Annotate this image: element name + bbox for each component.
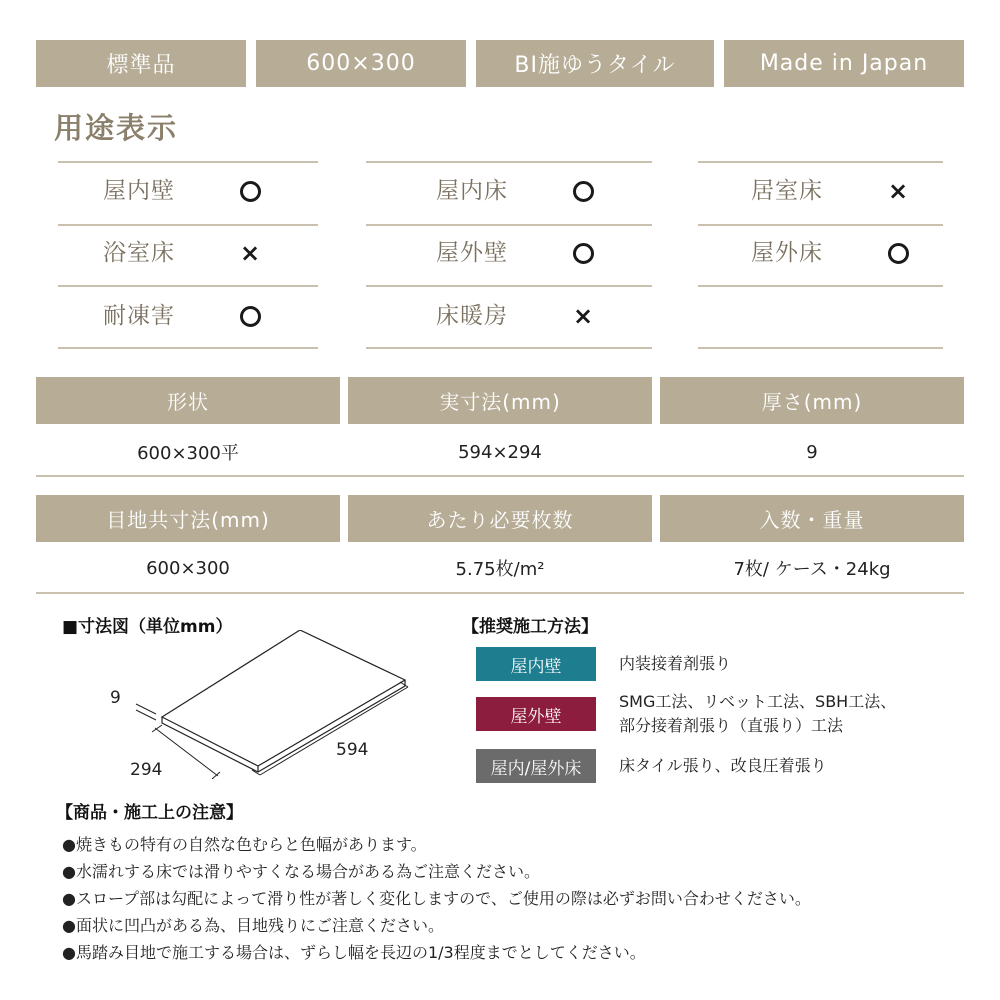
usage-label-bath-floor: 浴室床: [103, 240, 175, 266]
spec-value-thickness: 9: [806, 441, 818, 463]
methods-title: 【推奨施工方法】: [462, 617, 598, 637]
note-item: ●スロープ部は勾配によって滑り性が著しく変化しますので、ご使用の際は必ずお問い合わせください。: [62, 889, 811, 908]
usage-label-floor-heating: 床暖房: [436, 303, 508, 329]
usage-rule: [698, 285, 943, 287]
usage-rule: [58, 224, 318, 226]
usage-mark-ok: [573, 181, 594, 202]
usage-mark-ng: ×: [240, 239, 261, 267]
usage-mark-ok: [240, 306, 261, 327]
spec-value-joint-size: 600×300: [146, 557, 230, 579]
dim-line: [152, 725, 162, 732]
dim-line: [136, 710, 156, 720]
spec-value-pieces-needed: 5.75枚/m²: [455, 559, 545, 580]
tag-glaze: BI施ゆうタイル: [476, 40, 714, 87]
usage-rule: [698, 347, 943, 349]
usage-rule: [58, 161, 318, 163]
usage-label-frost: 耐凍害: [103, 303, 175, 329]
tag-size: 600×300: [256, 40, 466, 87]
tag-origin: Made in Japan: [724, 40, 964, 87]
dim-line: [136, 704, 156, 714]
dim-length-label: 594: [336, 740, 369, 760]
spec-header-thickness: 厚さ(mm): [660, 377, 964, 424]
method-label-indoor-wall: 屋内壁: [476, 647, 596, 681]
usage-mark-ok: [888, 243, 909, 264]
notes-title: 【商品・施工上の注意】: [56, 803, 243, 823]
method-text-indoor-wall: 内装接着剤張り: [619, 654, 732, 673]
usage-mark-ng: ×: [888, 177, 909, 205]
usage-label-outdoor-floor: 屋外床: [751, 240, 823, 266]
spec-header-actual-size: 実寸法(mm): [348, 377, 652, 424]
usage-rule: [366, 347, 652, 349]
spec-value-shape: 600×300平: [137, 443, 239, 464]
note-item: ●馬踏み目地で施工する場合は、ずらし幅を長辺の1/3程度までとしてください。: [62, 943, 646, 962]
dim-line: [212, 772, 220, 779]
diagram-title: ■寸法図（単位mm）: [62, 617, 233, 637]
usage-rule: [58, 347, 318, 349]
spec-rule: [36, 592, 964, 594]
method-text-outdoor-wall: SMG工法、リベット工法、SBH工法、 部分接着剤張り（直張り）工法: [619, 692, 897, 735]
usage-mark-ng: ×: [573, 302, 594, 330]
dim-width-label: 294: [130, 760, 163, 780]
usage-label-indoor-wall: 屋内壁: [103, 178, 175, 204]
usage-rule: [58, 285, 318, 287]
spec-header-shape: 形状: [36, 377, 340, 424]
method-label-floor: 屋内/屋外床: [476, 749, 596, 783]
usage-label-indoor-floor: 屋内床: [436, 178, 508, 204]
spec-value-quantity-weight: 7枚/ ケース・24kg: [733, 559, 891, 580]
usage-mark-ok: [573, 243, 594, 264]
usage-rule: [698, 161, 943, 163]
spec-rule: [36, 475, 964, 477]
tag-standard: 標準品: [36, 40, 246, 87]
spec-header-joint-size: 目地共寸法(mm): [36, 495, 340, 542]
usage-label-living-floor: 居室床: [751, 178, 823, 204]
usage-label-outdoor-wall: 屋外壁: [436, 240, 508, 266]
note-item: ●水濡れする床では滑りやすくなる場合がある為ご注意ください。: [62, 862, 540, 881]
note-item: ●焼きもの特有の自然な色むらと色幅があります。: [62, 835, 427, 854]
spec-header-quantity-weight: 入数・重量: [660, 495, 964, 542]
method-text-floor: 床タイル張り、改良圧着張り: [619, 756, 827, 775]
note-item: ●面状に凹凸がある為、目地残りにご注意ください。: [62, 916, 444, 935]
tile-top-face: [162, 630, 405, 766]
dim-thickness-label: 9: [110, 688, 121, 708]
usage-title: 用途表示: [54, 111, 179, 145]
usage-rule: [366, 285, 652, 287]
usage-rule: [698, 224, 943, 226]
spec-header-pieces-needed: あたり必要枚数: [348, 495, 652, 542]
method-label-outdoor-wall: 屋外壁: [476, 697, 596, 731]
usage-mark-ok: [240, 181, 261, 202]
spec-value-actual-size: 594×294: [458, 441, 542, 463]
usage-rule: [366, 224, 652, 226]
usage-rule: [366, 161, 652, 163]
